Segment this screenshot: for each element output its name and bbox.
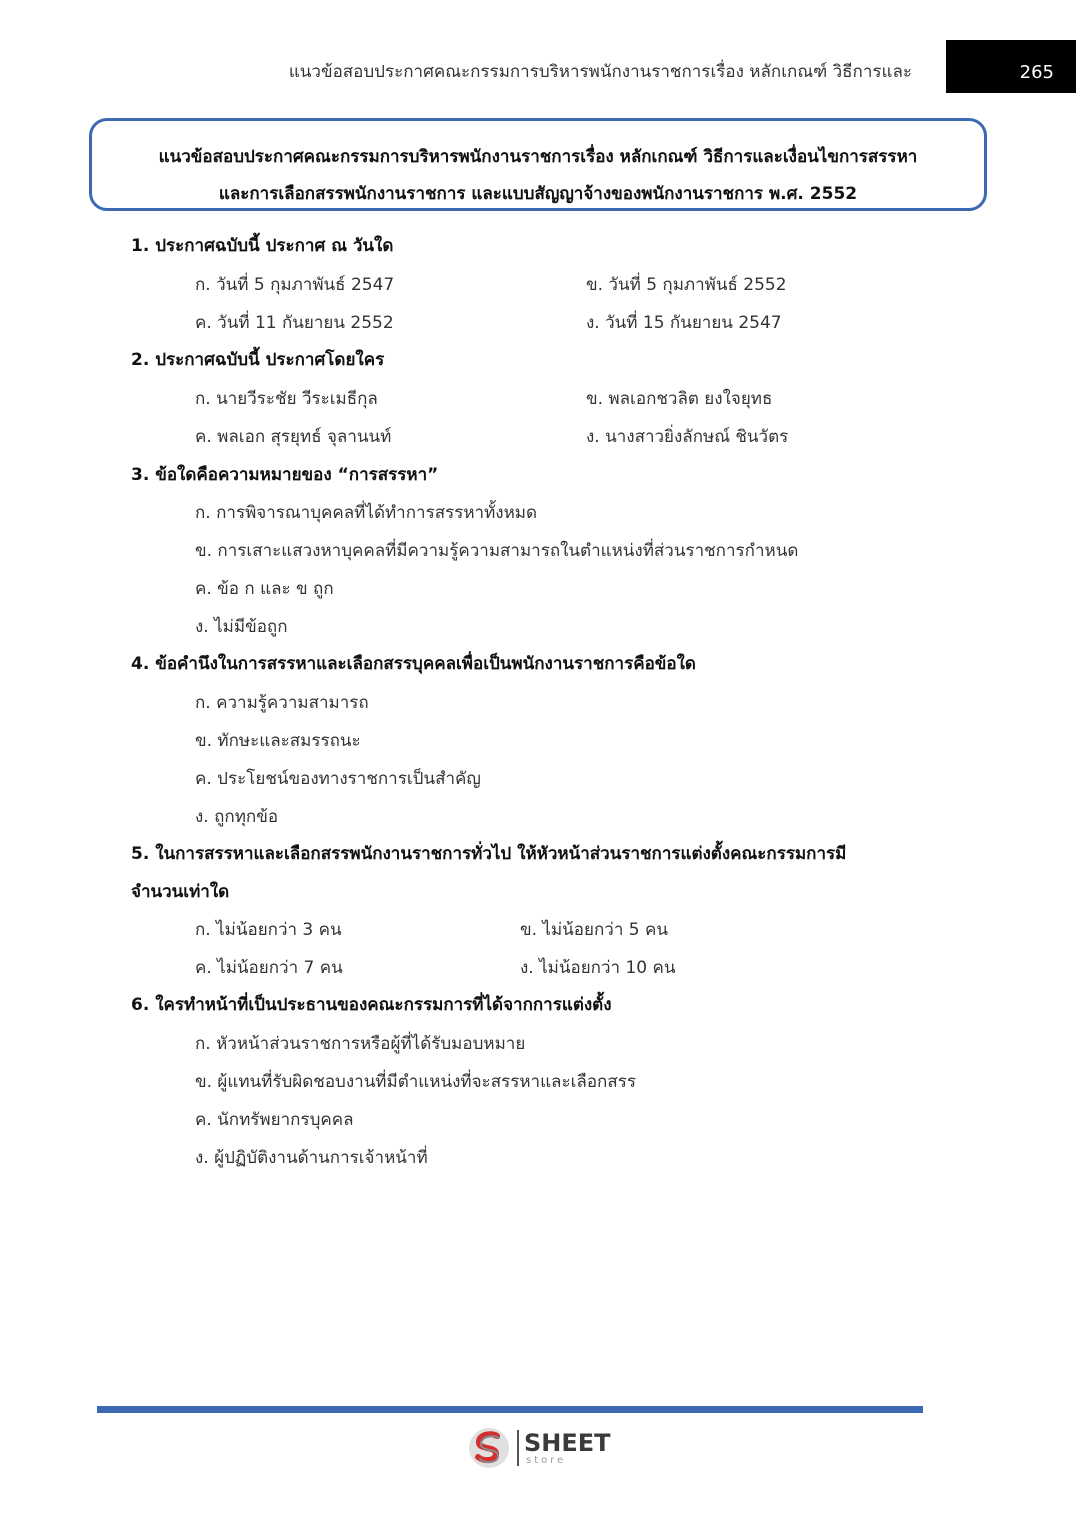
option-6b: ข. ผู้แทนที่รับผิดชอบงานที่มีตำแหน่งที่จะสรรหาและเลือกสรร — [195, 1072, 636, 1092]
sheet-store-logo-icon — [466, 1425, 512, 1471]
sheet-store-logo — [466, 1425, 616, 1471]
option-5b: ข. ไม่น้อยกว่า 5 คน — [520, 920, 668, 940]
option-5d: ง. ไม่น้อยกว่า 10 คน — [520, 958, 676, 978]
option-2c: ค. พลเอก สุรยุทธ์ จุลานนท์ — [195, 427, 392, 447]
option-4a: ก. ความรู้ความสามารถ — [195, 693, 369, 713]
logo-subtext: store — [526, 1455, 567, 1466]
question-4: 4. ข้อคำนึงในการสรรหาและเลือกสรรบุคคลเพื่อเป็นพนักงานราชการคือข้อใด — [131, 654, 696, 674]
footer-divider — [97, 1406, 923, 1413]
option-3a: ก. การพิจารณาบุคคลที่ได้ทำการสรรหาทั้งหมด — [195, 503, 538, 523]
option-1a: ก. วันที่ 5 กุมภาพันธ์ 2547 — [195, 275, 395, 295]
option-6a: ก. หัวหน้าส่วนราชการหรือผู้ที่ได้รับมอบหมาย — [195, 1034, 526, 1054]
option-3d: ง. ไม่มีข้อถูก — [195, 617, 288, 637]
option-6d: ง. ผู้ปฏิบัติงานด้านการเจ้าหน้าที่ — [195, 1148, 428, 1168]
option-5c: ค. ไม่น้อยกว่า 7 คน — [195, 958, 343, 978]
question-3: 3. ข้อใดคือความหมายของ “การสรรหา” — [131, 465, 439, 485]
option-4d: ง. ถูกทุกข้อ — [195, 807, 279, 827]
page-number-box — [946, 40, 1076, 93]
option-1b: ข. วันที่ 5 กุมภาพันธ์ 2552 — [586, 275, 787, 295]
question-2: 2. ประกาศฉบับนี้ ประกาศโดยใคร — [131, 350, 385, 370]
running-header: แนวข้อสอบประกาศคณะกรรมการบริหารพนักงานราชการเรื่อง หลักเกณฑ์ วิธีการและ — [288, 62, 912, 82]
question-5: 5. ในการสรรหาและเลือกสรรพนักงานราชการทั่วไป ให้หัวหน้าส่วนราชการแต่งตั้งคณะกรรมการมี — [131, 844, 847, 864]
question-5-continued: จำนวนเท่าใด — [131, 882, 230, 902]
option-2a: ก. นายวีระชัย วีระเมธีกุล — [195, 389, 378, 409]
option-2d: ง. นางสาวยิ่งลักษณ์ ชินวัตร — [586, 427, 789, 447]
logo-separator — [517, 1430, 519, 1466]
title-line-2: และการเลือกสรรพนักงานราชการ และแบบสัญญาจ้างของพนักงานราชการ พ.ศ. 2552 — [218, 184, 858, 204]
option-6c: ค. นักทรัพยากรบุคคล — [195, 1110, 354, 1130]
question-6: 6. ใครทำหน้าที่เป็นประธานของคณะกรรมการที่ได้จากการแต่งตั้ง — [131, 995, 612, 1015]
logo-text: SHEET — [524, 1429, 611, 1457]
option-1d: ง. วันที่ 15 กันยายน 2547 — [586, 313, 782, 333]
question-1: 1. ประกาศฉบับนี้ ประกาศ ณ วันใด — [131, 236, 394, 256]
option-5a: ก. ไม่น้อยกว่า 3 คน — [195, 920, 342, 940]
option-3b: ข. การเสาะแสวงหาบุคคลที่มีความรู้ความสามารถในตำแหน่งที่ส่วนราชการกำหนด — [195, 541, 799, 561]
option-2b: ข. พลเอกชวลิต ยงใจยุทธ — [586, 389, 773, 409]
title-line-1: แนวข้อสอบประกาศคณะกรรมการบริหารพนักงานราชการเรื่อง หลักเกณฑ์ วิธีการและเงื่อนไขการสรรหา — [158, 147, 918, 167]
option-4b: ข. ทักษะและสมรรถนะ — [195, 731, 361, 751]
page-number: 265 — [1019, 62, 1054, 83]
option-3c: ค. ข้อ ก และ ข ถูก — [195, 579, 334, 599]
document-title-box — [89, 118, 987, 211]
option-4c: ค. ประโยชน์ของทางราชการเป็นสำคัญ — [195, 769, 481, 789]
option-1c: ค. วันที่ 11 กันยายน 2552 — [195, 313, 394, 333]
